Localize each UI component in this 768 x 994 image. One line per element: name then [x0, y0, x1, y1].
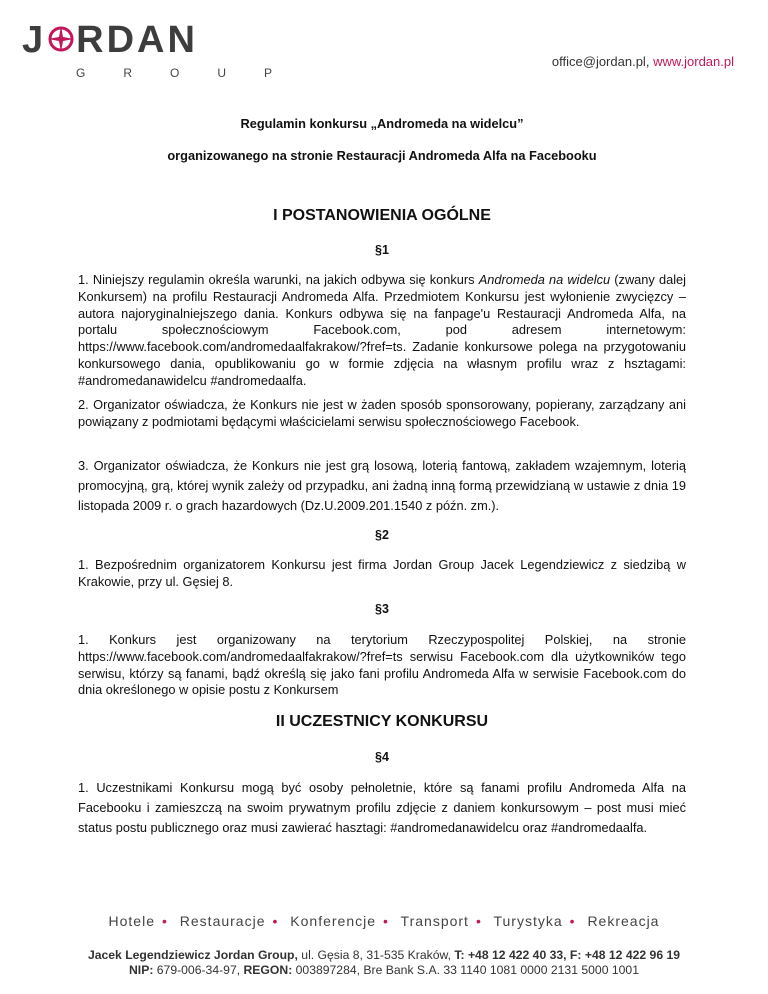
- section-heading-1: I POSTANOWIENIA OGÓLNE: [273, 207, 491, 224]
- footer-address: Jacek Legendziewicz Jordan Group, ul. Gęsia 8, 31-535 Kraków, T: +48 12 422 40 33, F: +48 12 422 96 19: [87, 948, 681, 962]
- website-link[interactable]: www.jordan.pl: [653, 54, 734, 69]
- email-link[interactable]: office@jordan.pl: [551, 54, 646, 69]
- services-line: Hotele • Restauracje • Konferencje • Transport • Turystyka • Rekreacja: [108, 913, 660, 929]
- paragraph-mark-2: §2: [375, 528, 389, 542]
- paragraph-1-2: 2. Organizator oświadcza, że Konkurs nie jest w żaden sposób sponsorowany, popierany, zarządzany ani powiązany z podmiotami będącymi właścicielami serwisu społecznościowego Facebook.: [78, 397, 686, 429]
- doc-title: Regulamin konkursu „Andromeda na widelcu”: [240, 116, 524, 131]
- paragraph-1-1: 1. Niniejszy regulamin określa warunki, na jakich odbywa się konkurs Andromeda na widelcu (zwany dalej Konkursem) na profilu Restauracji Andromeda Alfa. Przedmiotem Konkursu jest wyłonienie zwycięzcy – autora najoryginalniejszego dania. Konkurs odbywa się na fanpage'u Restauracji Andromeda Alfa, na portalu społecznościowym Facebook.com, pod adresem internetowym: https://www.facebook.com/andromedaalfakrakow/?fref=ts. Zadanie konkursowe polega na przygotowaniu konkursowego dania, opublikowaniu go w formie zdjęcia na własnym profilu wraz z hsztagami: #andromedanawidelcu #andromedaalfa.: [78, 272, 687, 388]
- paragraph-1-3: 3. Organizator oświadcza, że Konkurs nie jest grą losową, loterią fantową, zakładem wzajemnym, loterią promocyjną, grą, której wynik zależy od przypadku, ani żadną inną formą przewidzianą w ustawie z dnia 19 listopada 2009 r. o grach hazardowych (Dz.U.2009.201.1540 z późn. zm.).: [78, 458, 686, 513]
- paragraph-mark-1: §1: [375, 243, 389, 257]
- logo-subtitle: GROUP: [76, 66, 311, 80]
- jordan-group-logo: [22, 19, 311, 80]
- footer-company-ids: NIP: 679-006-34-97, REGON: 003897284, Bre Bank S.A. 33 1140 1081 0000 2131 5000 1001: [129, 963, 639, 977]
- section-heading-2: II UCZESTNICY KONKURSU: [275, 713, 489, 730]
- contact-info: office@jordan.pl, www.jordan.pl: [551, 54, 734, 69]
- paragraph-mark-3: §3: [375, 602, 389, 616]
- paragraph-3-1: 1. Konkurs jest organizowany na terytorium Rzeczypospolitej Polskiej, na stronie https://www.facebook.com/andromedaalfakrakow/?fref=ts serwisu Facebook.com dla użytkowników tego serwisu, którzy są fanami, bądź określą się jako fani profilu Andromeda Alfa w serwisie Facebook.com do dnia określonego w opisie postu z Konkursem: [78, 632, 686, 698]
- doc-subtitle: organizowanego na stronie Restauracji Andromeda Alfa na Facebooku: [167, 148, 597, 163]
- paragraph-4-1: 1. Uczestnikami Konkursu mogą być osoby pełnoletnie, które są fanami profilu Andromeda Alfa na Facebooku i zamieszczą na swoim prywatnym profilu zdjęcie z daniem konkursowym – post musi mieć status postu publicznego oraz musi zawierać hasztagi: #andromedanawidelcu oraz #andromedaalfa.: [78, 780, 686, 835]
- paragraph-mark-4: §4: [375, 750, 389, 764]
- paragraph-2-1: 1. Bezpośrednim organizatorem Konkursu jest firma Jordan Group Jacek Legendziewicz z siedzibą w Krakowie, przy ul. Gęsiej 8.: [78, 557, 686, 589]
- compass-icon: [46, 24, 76, 54]
- logo-wordmark: J RDAN: [22, 19, 198, 61]
